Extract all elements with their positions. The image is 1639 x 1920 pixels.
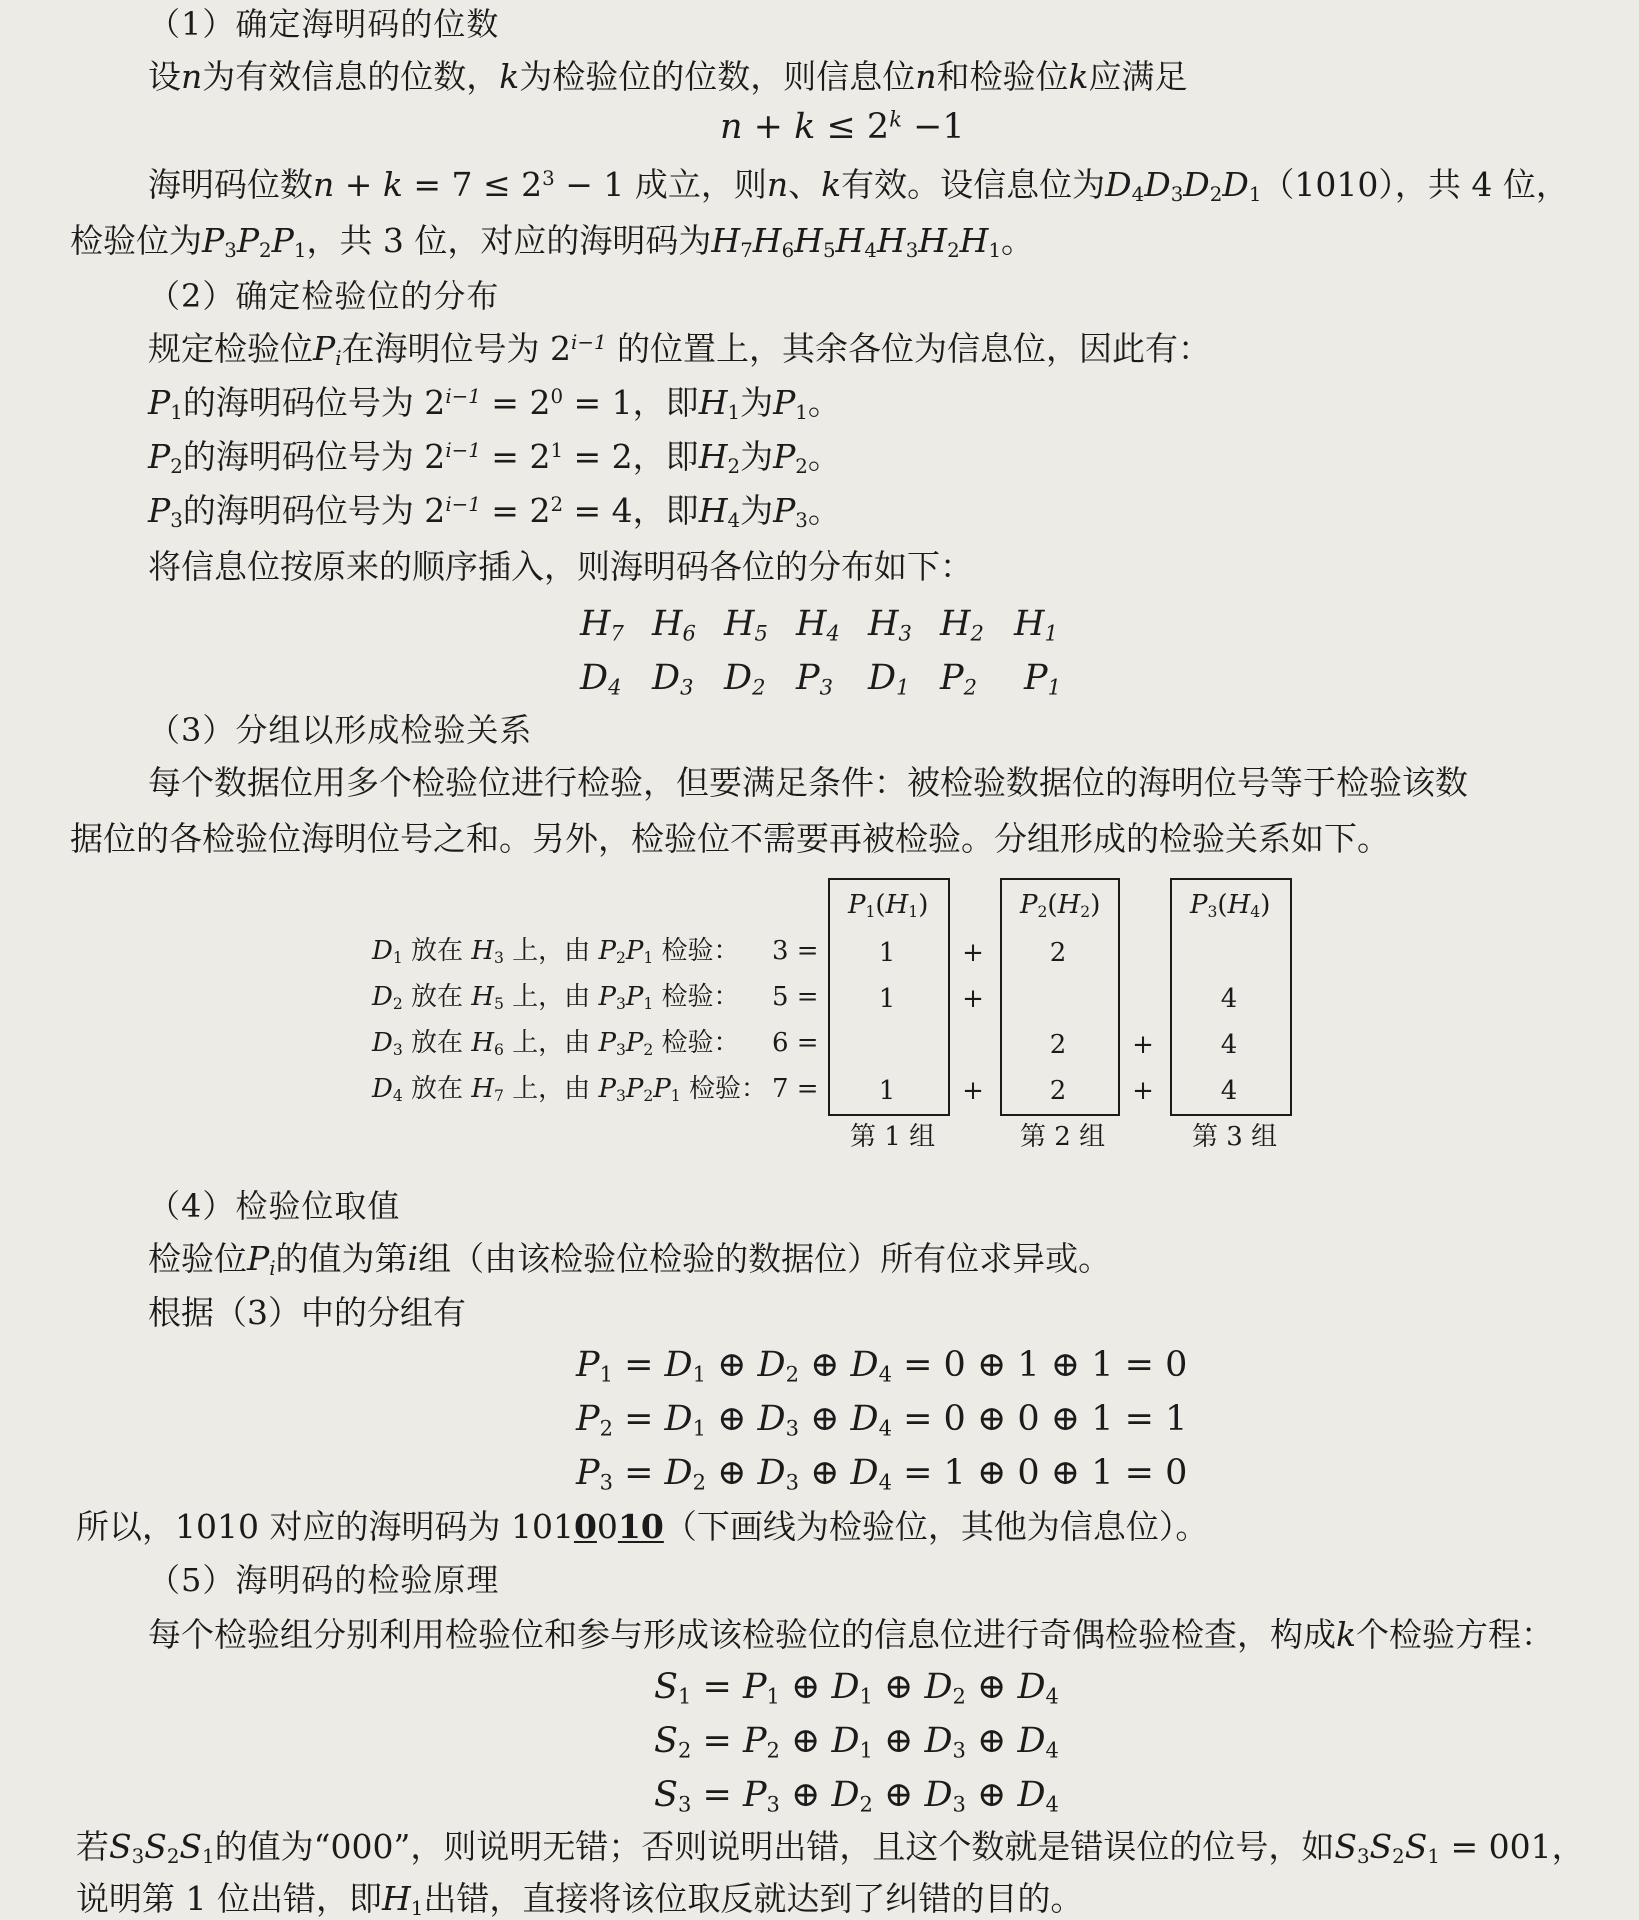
group-row-op1: + bbox=[962, 1076, 984, 1106]
section-1-heading: （1）确定海明码的位数 bbox=[148, 5, 500, 43]
parity-equation-p3: $P_3 = D_2$ ⊕ $D_3$ ⊕ $D_4 = 1$ ⊕ 0 ⊕ 1 = 0 bbox=[576, 1453, 1188, 1495]
group-row-sum: 3 = bbox=[772, 936, 819, 966]
section-4-rule: 检验位$P_i$的值为第i组（由该检验位检验的数据位）所有位求异或。 bbox=[148, 1239, 1112, 1280]
group-row-op1: + bbox=[962, 938, 984, 968]
section-1-para-2: 海明码位数$n + k = 7 \le 2^3 - 1$ 成立，则n、k有效。设信息位为$D_4D_3D_2D_1(1010)$，共 4 位， bbox=[148, 165, 1569, 206]
group-row-sum: 6 = bbox=[772, 1028, 819, 1058]
group-row-c1: 1 bbox=[878, 1076, 896, 1106]
group-row-label: $D_1$ 放在 $H_3$ 上，由 $P_2P_1$ 检验： bbox=[372, 936, 740, 967]
ham-top-cell: $H_2$ bbox=[940, 604, 984, 646]
check-position-line-3: $P_3$的海明码位号为 $2^{i-1} = 2^2 = 4$，即$H_4$为$P_3$。 bbox=[148, 491, 841, 532]
group-row-c3: 4 bbox=[1220, 984, 1238, 1014]
ham-bottom-cell: $D_3$ bbox=[652, 658, 694, 700]
group-row-c1: 1 bbox=[878, 984, 896, 1014]
ham-top-cell: $H_1$ bbox=[1014, 604, 1058, 646]
section-4-heading: （4）检验位取值 bbox=[148, 1187, 401, 1225]
section-3-heading: （3）分组以形成检验关系 bbox=[148, 711, 533, 749]
group-row-c1: 1 bbox=[878, 938, 896, 968]
parity-equation-p1: $P_1 = D_1$ ⊕ $D_2$ ⊕ $D_4 = 0$ ⊕ 1 ⊕ 1 = 0 bbox=[576, 1345, 1188, 1387]
group-1-head: $P_1(H_1)$ bbox=[848, 890, 929, 921]
group-row-label: $D_4$ 放在 $H_7$ 上，由 $P_3P_2P_1$ 检验： bbox=[372, 1074, 767, 1105]
ham-bottom-cell: $D_1$ bbox=[868, 658, 910, 700]
group-2-head: $P_2(H_2)$ bbox=[1020, 890, 1101, 921]
syndrome-equation-s1: $S_1 = P_1$ ⊕ $D_1$ ⊕ $D_2$ ⊕ $D_4$ bbox=[654, 1667, 1059, 1709]
ham-bottom-cell: $P_3$ bbox=[796, 658, 833, 700]
ham-top-cell: $H_4$ bbox=[796, 604, 840, 646]
section-2-rule: 规定检验位$P_i$在海明位号为 $2^{i-1}$ 的位置上，其余各位为信息位，因此有： bbox=[148, 329, 1212, 370]
ham-bottom-cell: $D_4$ bbox=[580, 658, 622, 700]
group-1-label: 第 1 组 bbox=[850, 1122, 936, 1152]
group-row-label: $D_2$ 放在 $H_5$ 上，由 $P_3P_1$ 检验： bbox=[372, 982, 740, 1013]
group-row-c2: 2 bbox=[1049, 938, 1067, 968]
group-row-c3: 4 bbox=[1220, 1030, 1238, 1060]
group-row-c2: 2 bbox=[1049, 1076, 1067, 1106]
conclusion-line-1: 若$S_3S_2S_1$的值为“000”，则说明无错；否则说明出错，且这个数就是错误位的位号，如$S_3S_2S_1 = 001$， bbox=[76, 1827, 1585, 1868]
section-3-para-2: 据位的各检验位海明位号之和。另外，检验位不需要再被检验。分组形成的检验关系如下。 bbox=[70, 819, 1390, 858]
group-3-head: $P_3(H_4)$ bbox=[1190, 890, 1271, 921]
section-4-basis: 根据（3）中的分组有 bbox=[148, 1293, 466, 1332]
ham-top-cell: $H_3$ bbox=[868, 604, 912, 646]
group-row-c2: 2 bbox=[1049, 1030, 1067, 1060]
check-position-line-2: $P_2$的海明码位号为 $2^{i-1} = 2^1 = 2$，即$H_2$为$P_2$。 bbox=[148, 437, 841, 478]
group-row-c3: 4 bbox=[1220, 1076, 1238, 1106]
section-5-para: 每个检验组分别利用检验位和参与形成该检验位的信息位进行奇偶检验检查，构成k个检验方程： bbox=[148, 1615, 1554, 1654]
section-2-heading: （2）确定检验位的分布 bbox=[148, 277, 500, 315]
ham-bottom-cell: $D_2$ bbox=[724, 658, 766, 700]
section-1-para-3: 检验位为$P_3P_2P_1$，共 3 位，对应的海明码为$H_7H_6H_5H_4H_3H_2H_1$。 bbox=[70, 221, 1035, 262]
group-row-sum: 7 = bbox=[772, 1074, 819, 1104]
group-row-op2: + bbox=[1132, 1030, 1154, 1060]
inequality-formula: $n + k \le 2^k -1$ bbox=[720, 107, 965, 147]
group-row-op2: + bbox=[1132, 1076, 1154, 1106]
section-5-heading: （5）海明码的检验原理 bbox=[148, 1561, 500, 1599]
group-3-label: 第 3 组 bbox=[1192, 1122, 1278, 1152]
group-row-sum: 5 = bbox=[772, 982, 819, 1012]
conclusion-line-2: 说明第 1 位出错，即$H_1$出错，直接将该位取反就达到了纠错的目的。 bbox=[76, 1879, 1084, 1920]
result-line: 所以，1010 对应的海明码为 1010010（下画线为检验位，其他为信息位）。 bbox=[76, 1507, 1209, 1546]
section-3-para-1: 每个数据位用多个检验位进行检验，但要满足条件：被检验数据位的海明位号等于检验该数 bbox=[148, 763, 1468, 802]
group-2-label: 第 2 组 bbox=[1020, 1122, 1106, 1152]
ham-bottom-cell: $P_2$ bbox=[940, 658, 977, 700]
insert-order-text: 将信息位按原来的顺序插入，则海明码各位的分布如下： bbox=[148, 547, 973, 586]
parity-equation-p2: $P_2 = D_1$ ⊕ $D_3$ ⊕ $D_4 = 0$ ⊕ 0 ⊕ 1 = 1 bbox=[576, 1399, 1188, 1441]
ham-top-cell: $H_5$ bbox=[724, 604, 768, 646]
check-position-line-1: $P_1$的海明码位号为 $2^{i-1} = 2^0 = 1$，即$H_1$为$P_1$。 bbox=[148, 383, 841, 424]
ham-bottom-cell: $P_1$ bbox=[1024, 658, 1061, 700]
ham-top-cell: $H_6$ bbox=[652, 604, 696, 646]
syndrome-equation-s2: $S_2 = P_2$ ⊕ $D_1$ ⊕ $D_3$ ⊕ $D_4$ bbox=[654, 1721, 1059, 1763]
syndrome-equation-s3: $S_3 = P_3$ ⊕ $D_2$ ⊕ $D_3$ ⊕ $D_4$ bbox=[654, 1775, 1059, 1817]
group-row-label: $D_3$ 放在 $H_6$ 上，由 $P_3P_2$ 检验： bbox=[372, 1028, 740, 1059]
group-row-op1: + bbox=[962, 984, 984, 1014]
section-1-para-1: 设n为有效信息的位数，k为检验位的位数，则信息位n和检验位k应满足 bbox=[148, 57, 1188, 96]
ham-top-cell: $H_7$ bbox=[580, 604, 624, 646]
